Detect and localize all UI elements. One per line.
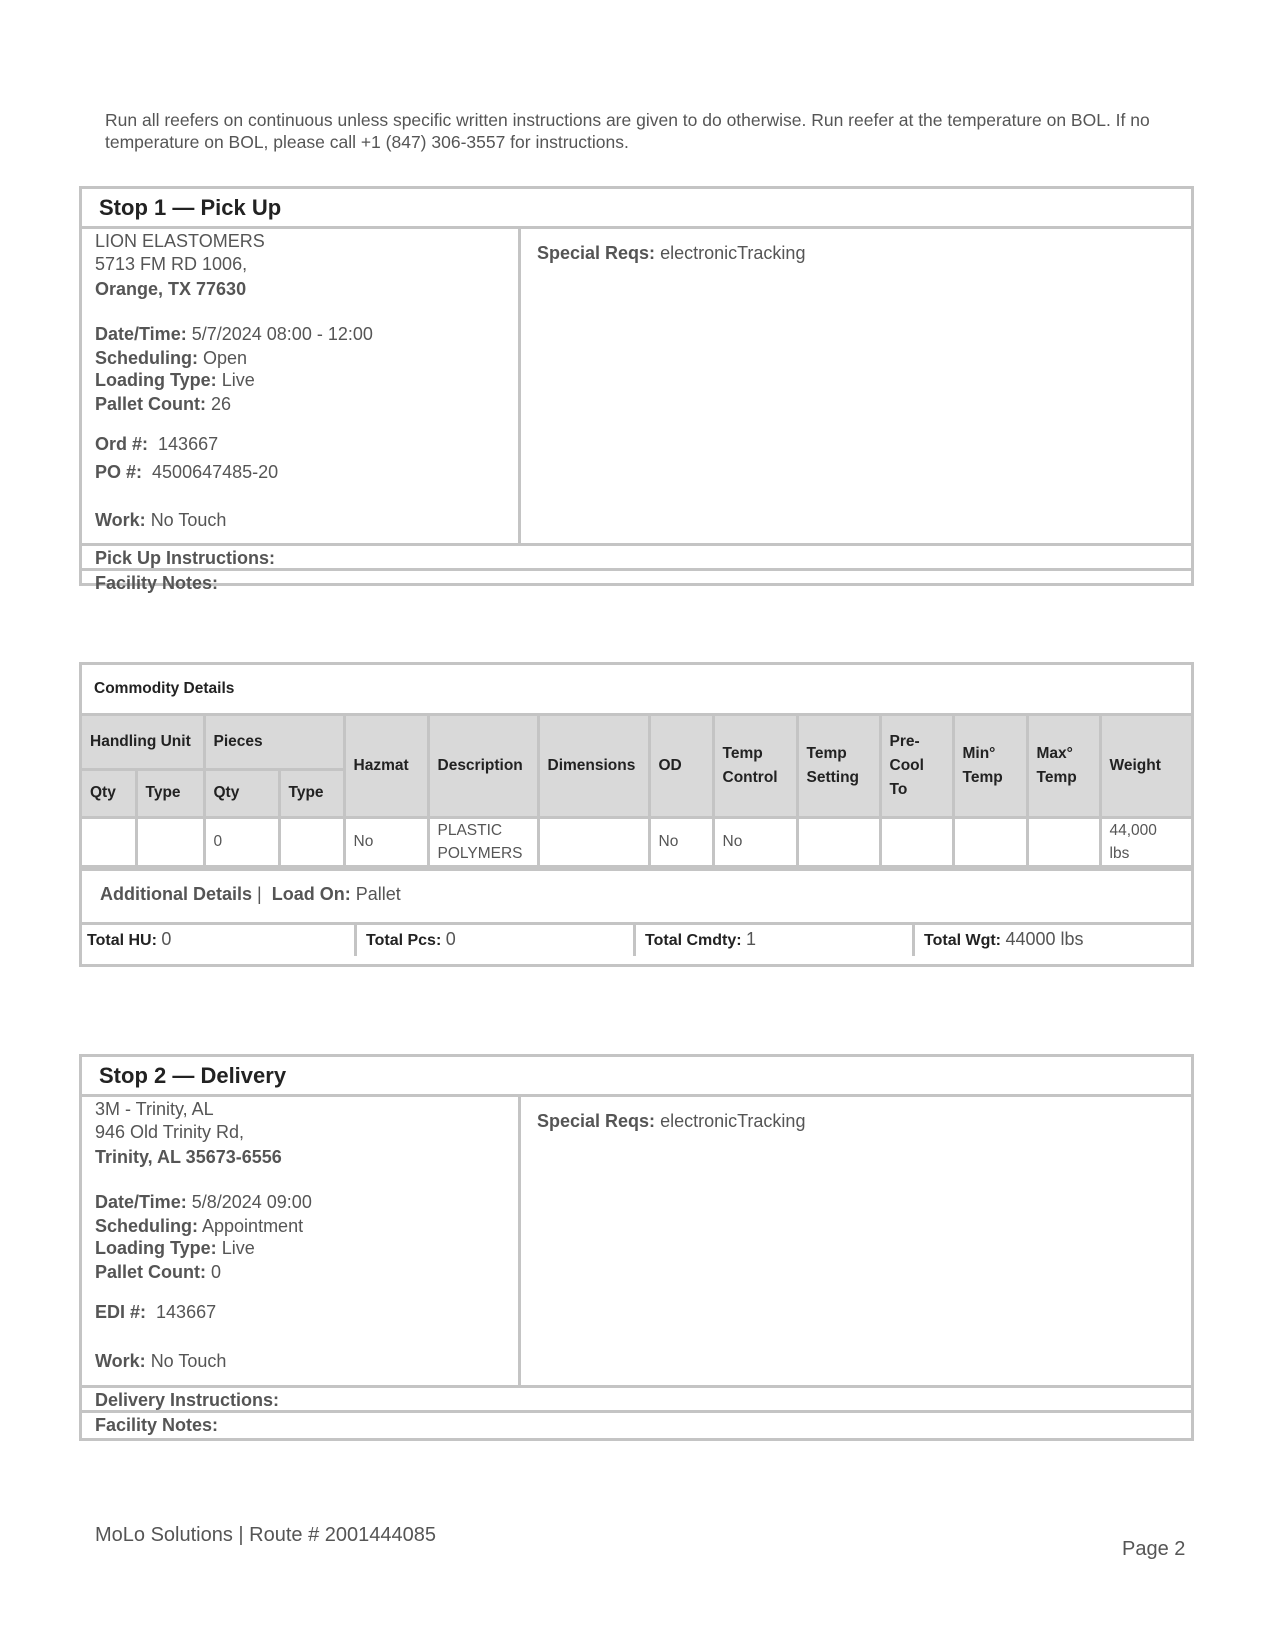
col-pcs-qty: Qty: [204, 769, 279, 817]
stop-2-company: 3M - Trinity, AL: [95, 1099, 214, 1119]
cell-pcs-type: [279, 817, 344, 866]
cell-precool: [880, 817, 953, 866]
stop-1-company: LION ELASTOMERS: [95, 231, 265, 251]
stop-1-city: Orange, TX 77630: [95, 279, 247, 299]
cell-hazmat: No: [344, 817, 428, 866]
stop-1-work: Work: No Touch: [95, 510, 227, 530]
stop-1-ord-number: Ord #: 143667: [95, 434, 219, 454]
total-hu: Total HU: 0: [82, 925, 357, 956]
col-pieces: Pieces: [204, 716, 344, 769]
stop-1-title: Stop 1 — Pick Up: [82, 189, 1191, 229]
stop-1-pallet-count: Pallet Count: 26: [95, 394, 232, 414]
stop-1-section: [79, 186, 1194, 593]
col-od: OD: [649, 716, 713, 817]
commodity-totals: [82, 922, 1191, 956]
cell-hu-type: [136, 817, 204, 866]
stop-1-loading-type: Loading Type: Live: [95, 370, 255, 390]
stop-2-details: [82, 1097, 521, 1385]
total-cmdty: Total Cmdty: 1: [636, 925, 915, 956]
col-min-temp: Min° Temp: [953, 716, 1027, 817]
commodity-section: [79, 662, 1194, 967]
cell-dimensions: [538, 817, 649, 866]
col-hu-qty: Qty: [82, 769, 136, 817]
stop-2-loading-type: Loading Type: Live: [95, 1238, 255, 1258]
cell-temp-setting: [797, 817, 880, 866]
stop-2-datetime: Date/Time: 5/8/2024 09:00: [95, 1192, 312, 1212]
stop-1-datetime: Date/Time: 5/7/2024 08:00 - 12:00: [95, 324, 373, 344]
cell-temp-control: No: [713, 817, 797, 866]
stop-2-pallet-count: Pallet Count: 0: [95, 1262, 222, 1282]
col-pcs-type: Type: [279, 769, 344, 817]
cell-hu-qty: [82, 817, 136, 866]
total-wgt: Total Wgt: 44000 lbs: [924, 928, 1084, 949]
col-temp-setting: Temp Setting: [797, 716, 880, 817]
footer-page-number: Page 2: [1122, 1538, 1186, 1560]
commodity-table: [82, 716, 1191, 868]
cell-pcs-qty: 0: [204, 817, 279, 866]
col-description: Description: [428, 716, 538, 817]
stop-2-address: 946 Old Trinity Rd,: [95, 1122, 245, 1142]
stop-2-delivery-instructions: Delivery Instructions:: [82, 1385, 1191, 1410]
stop-1-details: [82, 229, 521, 543]
reefer-notice: Run all reefers on continuous unless specific written instructions are given to do otherwise. Run reefer at the temperature on BOL. If no temperature on BOL, please call +1 (847) 306-3557 for instructions.: [105, 110, 1150, 152]
footer-route: MoLo Solutions | Route # 2001444085: [95, 1524, 437, 1546]
col-max-temp: Max° Temp: [1027, 716, 1100, 817]
stop-1-pickup-instructions: Pick Up Instructions:: [82, 543, 1191, 568]
stop-2-work: Work: No Touch: [95, 1351, 227, 1371]
stop-1-special-reqs: Special Reqs: electronicTracking: [537, 243, 806, 263]
stop-2-section: [79, 1054, 1194, 1441]
stop-2-special-reqs: Special Reqs: electronicTracking: [537, 1111, 806, 1131]
stop-1-po-number: PO #: 4500647485-20: [95, 462, 279, 482]
col-weight: Weight: [1100, 716, 1191, 817]
cell-max-temp: [1027, 817, 1100, 866]
col-hu-type: Type: [136, 769, 204, 817]
col-precool: Pre- Cool To: [880, 716, 953, 817]
table-row: [82, 817, 1191, 866]
cell-min-temp: [953, 817, 1027, 866]
col-dimensions: Dimensions: [538, 716, 649, 817]
additional-details: Additional Details | Load On: Pallet: [82, 868, 1191, 922]
cell-weight: 44,000 lbs: [1100, 817, 1191, 866]
total-pcs: Total Pcs: 0: [357, 925, 636, 956]
stop-1-facility-notes: Facility Notes:: [82, 568, 1191, 593]
col-hazmat: Hazmat: [344, 716, 428, 817]
stop-2-title: Stop 2 — Delivery: [82, 1057, 1191, 1097]
col-temp-control: Temp Control: [713, 716, 797, 817]
cell-od: No: [649, 817, 713, 866]
stop-2-city: Trinity, AL 35673-6556: [95, 1147, 282, 1167]
cell-description: PLASTIC POLYMERS: [428, 817, 538, 866]
col-handling-unit: Handling Unit: [82, 716, 204, 769]
stop-2-facility-notes: Facility Notes:: [82, 1410, 1191, 1435]
stop-1-scheduling: Scheduling: Open: [95, 348, 248, 368]
stop-2-scheduling: Scheduling: Appointment: [95, 1216, 304, 1236]
stop-2-edi-number: EDI #: 143667: [95, 1302, 217, 1322]
commodity-title: Commodity Details: [82, 665, 1191, 716]
stop-1-address: 5713 FM RD 1006,: [95, 254, 248, 274]
